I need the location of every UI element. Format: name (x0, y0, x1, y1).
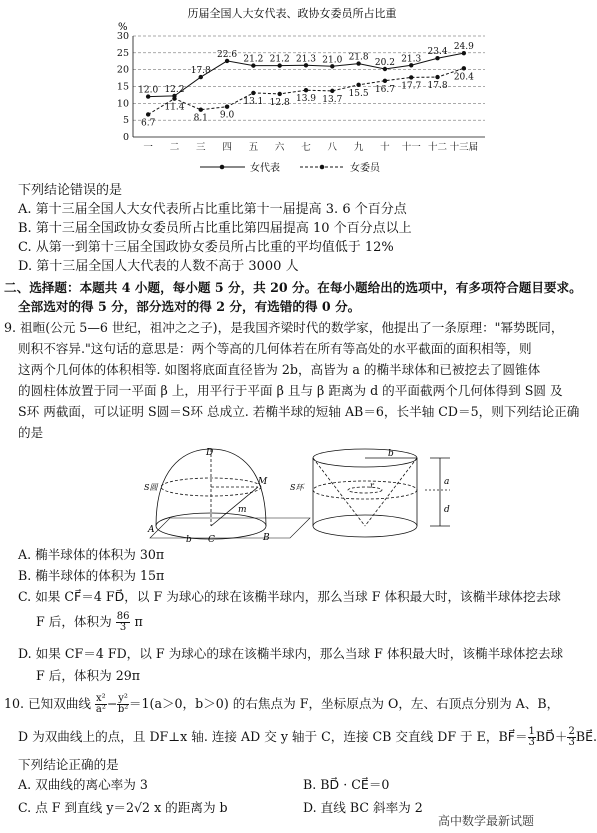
watermark: 高中数学最新试题 (438, 814, 535, 828)
x-tick-label: 一 (143, 142, 153, 153)
data-point-wei (356, 83, 360, 87)
q9-line-2: 则积不容异."这句话的意思是：两个等高的几何体若在所有等高处的水平截面的面积相等，则 (18, 341, 532, 356)
data-point-wei (330, 89, 334, 93)
x-tick-label: 八 (327, 142, 338, 153)
data-label-wei: 8.1 (193, 113, 208, 124)
data-label-wei: 6.7 (140, 118, 156, 129)
label-S-huan: S环 (290, 483, 304, 492)
q10-line2-pre: D 为双曲线上的点，且 DF⊥x 轴. 连接 AD 交 y 轴于 C，连接 CB 交直线 DF 于 E，BF⃗＝ (18, 729, 528, 744)
q10-option-c: C. 点 F 到直线 y＝2√2 x 的距离为 b (18, 800, 228, 815)
q10-line-1: 10. 已知双曲线 $\frac{\text{x²}}{\text{a²}}$ − $\frac{\text{y²}}{\text{b²}}$ ＝1(a＞0，b＞0) 的右焦点为 F，坐标原点为 O，左、右顶点分别为 A、B， (4, 693, 560, 715)
data-label-dai: 21.2 (243, 54, 264, 65)
data-label-wei: 13.9 (295, 94, 317, 105)
cylinder (313, 449, 450, 537)
y-tick-label: 25 (116, 47, 129, 59)
q10-option-d: D. 直线 BC 斜率为 2 (303, 800, 423, 815)
data-label-wei: 9.0 (219, 110, 235, 121)
q9-line-1: 9. 祖暅(公元 5—6 世纪，祖冲之之子)，是我国齐梁时代的数学家，他提出了一条原理："幂势既同， (4, 320, 564, 335)
x-tick-label: 五 (248, 142, 259, 153)
y-tick-label: 15 (116, 81, 129, 93)
q9-line-3: 这两个几何体的体积相等. 如图将底面直径皆为 2b，高皆为 a 的椭半球体和已被挖去了圆锥体 (18, 362, 541, 377)
data-label-wei: 16.7 (374, 84, 395, 95)
x-tick-label: 四 (222, 142, 232, 153)
x-tick-label: 七 (301, 142, 311, 153)
q10-stem: 下列结论正确的是 (18, 757, 119, 772)
q10-line1-post: ＝1(a＞0，b＞0) 的右焦点为 F，坐标原点为 O，左、右顶点分别为 A、B， (128, 696, 560, 711)
data-label-dai: 12.0 (138, 85, 159, 96)
data-label-wei: 15.5 (348, 88, 369, 99)
label-d: d (444, 505, 450, 515)
data-label-dai: 21.8 (348, 52, 369, 63)
q9-option-d-line2: F 后，体积为 29π (36, 668, 141, 683)
y-axis-unit: % (118, 22, 128, 33)
q8-option-c: C. 从第一到第十三届全国政协女委员所占比重的平均值低于 12% (18, 240, 394, 255)
x-tick-label: 十三届 (449, 142, 479, 153)
label-A: A (148, 525, 155, 535)
q9-line-5: S环 两截面，可以证明 S圆＝S环 总成立. 若椭半球的短轴 AB＝6，长半轴 CD＝5，则下列结论正确 (18, 404, 580, 419)
x-tick-label: 三 (196, 142, 206, 153)
data-label-dai: 17.8 (190, 66, 211, 77)
label-b-right: b (388, 449, 394, 459)
legend-marker-wei (320, 165, 325, 170)
data-label-wei: 12.8 (269, 97, 290, 108)
chart-title: 历届全国人大女代表、政协女委员所占比重 (187, 7, 397, 20)
data-label-wei: 11.4 (164, 102, 185, 113)
q10-option-b: B. BD⃗ · CE⃗＝0 (303, 777, 390, 792)
data-point-wei (383, 79, 387, 83)
fraction-1-3: $\frac{1}{3}$ (528, 726, 535, 748)
data-label-wei: 13.1 (243, 96, 264, 107)
label-a: a (444, 477, 450, 487)
label-D: D (206, 448, 214, 458)
label-b-left: b (186, 535, 192, 545)
q10-line2-mid: BD⃗＋ (535, 729, 568, 744)
legend-marker-dai (220, 165, 225, 170)
q9-option-d-line1: D. 如果 CF＝4 FD，以 F 为球心的球在该椭半球内，那么当球 F 体积最大时，该椭半球体挖去球 (18, 646, 564, 661)
q9-option-c-line2 (36, 612, 143, 633)
q8-stem: 下列结论错误的是 (18, 183, 123, 198)
fraction-86-3: $\frac{86}{3}$ (116, 611, 130, 633)
data-point-wei (435, 75, 439, 79)
data-point-wei (462, 66, 466, 70)
q10-line1-pre: 10. 已知双曲线 (4, 696, 92, 711)
x-tick-label: 九 (353, 142, 364, 153)
section2-header-line1: 二、选择题：本题共 4 小题，每小题 5 分，共 20 分。在每小题给出的选项中，有多项符合题目要求。 (4, 280, 582, 295)
y-tick-label: 30 (116, 31, 129, 42)
q8-option-b: B. 第十三届全国政协女委员所占比重比第四届提高 10 个百分点以上 (18, 221, 412, 236)
data-label-dai: 21.2 (269, 54, 290, 65)
data-label-dai: 21.0 (322, 55, 343, 66)
q9-line-4: 的圆柱体放置于同一平面 β 上，用平行于平面 β 且与 β 距离为 d 的平面截两个几何体得到 S圆 及 (18, 383, 563, 398)
data-point-wei (172, 96, 176, 100)
x-tick-label: 六 (274, 142, 285, 153)
q10-line-2 (18, 727, 597, 748)
section2-header-line2: 全部选对的得 5 分，部分选对的得 2 分，有选错的得 0 分。 (18, 299, 361, 314)
x-tick-label: 十 (380, 142, 390, 153)
data-label-dai: 12.2 (164, 84, 185, 95)
data-point-wei (277, 92, 281, 96)
data-point-wei (225, 105, 229, 109)
y-tick-label: 0 (122, 132, 129, 143)
data-label-wei: 17.8 (427, 81, 448, 92)
data-point-wei (409, 75, 413, 79)
y-tick-label: 10 (116, 98, 129, 110)
data-point-wei (146, 112, 150, 116)
q9-option-a: A. 椭半球体的体积为 30π (18, 547, 165, 562)
data-point-wei (199, 108, 203, 112)
data-label-dai: 23.4 (427, 47, 448, 58)
y-tick-label: 20 (116, 64, 129, 76)
q10-option-a: A. 双曲线的离心率为 3 (18, 777, 148, 792)
data-point-wei (304, 88, 308, 92)
data-label-wei: 13.7 (322, 94, 343, 105)
q9-option-c-line1: C. 如果 CF⃗＝4 FD⃗，以 F 为球心的球在该椭半球内，那么当球 F 体积最大时，该椭半球体挖去球 (18, 589, 561, 604)
data-label-wei: 17.7 (401, 81, 422, 92)
label-C: C (208, 535, 215, 545)
plane-beta (150, 518, 310, 538)
label-r: r (370, 481, 374, 490)
x-tick-label: 二 (169, 142, 180, 153)
q9-line-6: 的是 (18, 425, 44, 440)
data-label-wei: 20.4 (453, 72, 474, 83)
fraction-2-3: $\frac{2}{3}$ (568, 726, 575, 748)
legend-label-dai: 女代表 (250, 163, 280, 174)
label-M: M (258, 477, 268, 487)
q9-c-pre: F 后，体积为 (36, 614, 112, 629)
legend-label-wei: 女委员 (350, 163, 380, 174)
x-tick-label: 十二 (428, 142, 448, 153)
data-point-wei (251, 91, 255, 95)
line-chart (0, 0, 585, 185)
data-label-dai: 21.3 (295, 54, 317, 65)
q9-figure (0, 446, 585, 546)
data-label-dai: 21.3 (401, 54, 422, 65)
data-label-dai: 22.6 (217, 49, 238, 60)
x-tick-label: 十一 (401, 142, 421, 153)
label-m: m (238, 505, 247, 515)
fraction-y2-b2: $\frac{\text{y²}}{\text{b²}}$ (117, 693, 129, 715)
q10-line2-end: BE⃗. (575, 729, 597, 744)
y-tick-label: 5 (122, 115, 129, 127)
q9-option-b: B. 椭半球体的体积为 15π (18, 568, 165, 583)
data-label-dai: 20.2 (374, 57, 395, 68)
q8-option-d: D. 第十三届全国人大代表的人数不高于 3000 人 (18, 259, 299, 274)
half-ellipsoid (156, 449, 266, 539)
label-B: B (263, 533, 270, 543)
label-S-yuan: S圆 (144, 483, 158, 492)
q8-option-a: A. 第十三届全国人大女代表所占比重比第十一届提高 3. 6 个百分点 (18, 202, 407, 217)
fraction-x2-a2: $\frac{\text{x²}}{\text{a²}}$ (95, 693, 106, 715)
legend (200, 161, 381, 174)
q9-c-post: π (134, 614, 143, 629)
data-label-dai: 24.9 (453, 42, 474, 53)
